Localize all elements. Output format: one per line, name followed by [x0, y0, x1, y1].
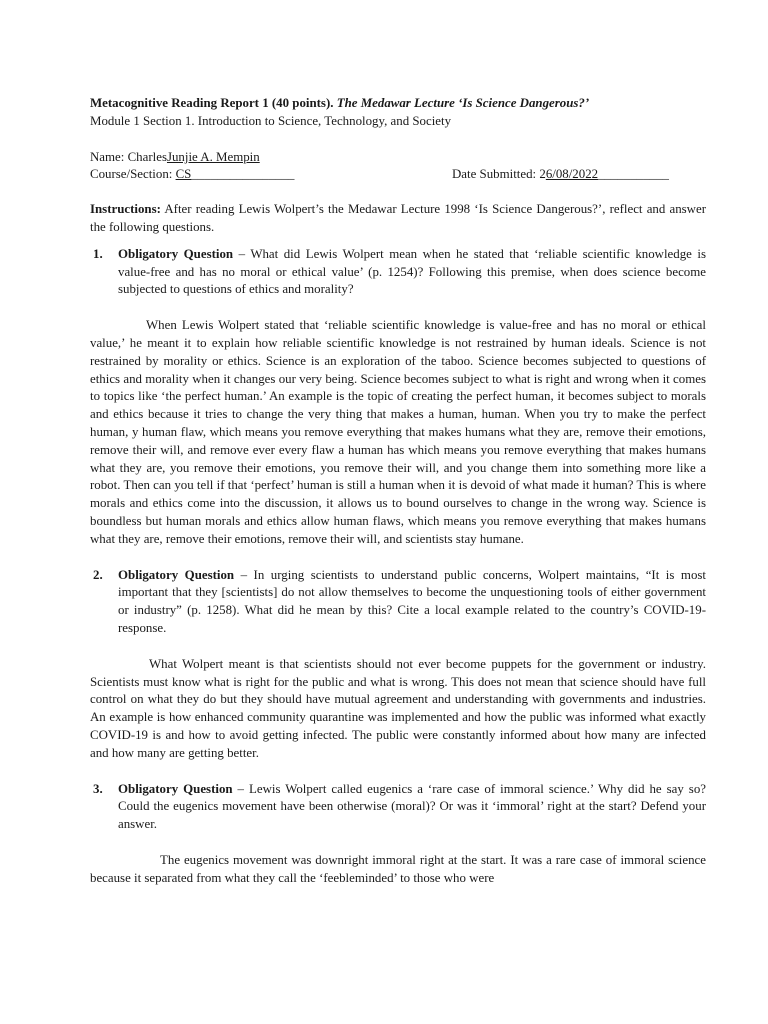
date-value: 6/08/2022	[545, 167, 599, 182]
name-line	[90, 149, 706, 167]
answer-3: The eugenics movement was downright immoral right at the start. It was a rare case of immoral science because it separated from what they call the ‘feebleminded’ to those who were	[90, 852, 706, 885]
question-3	[90, 781, 706, 834]
module-line: Module 1 Section 1. Introduction to Science, Technology, and Society	[90, 113, 452, 128]
question-2	[90, 567, 706, 638]
course-label: Course/Section:	[90, 167, 176, 182]
question-prompt: – What did Lewis Wolpert mean when he stated that ‘reliable scientific knowledge is value-free and has no moral or ethical value’ (p. 1254)? Following this premise, when does science become subjected to questions of ethics and morality?	[118, 246, 706, 297]
answer-1: When Lewis Wolpert stated that ‘reliable scientific knowledge is value-free and has no moral or ethical value,’ he meant it to explain how reliable scientific knowledge is not restrained by human ideals. Science is not restrained by morality or ethics. Science is an exploration of the taboo. Science becomes subjected to questions of ethics and morality when it changes our very being. Science becomes subject to what is right and wrong when it comes to topics like ‘the perfect human.’ An example is the topic of creating the perfect human, it becomes subject to morals and ethics because it tries to change the very thing that makes a human, human. When you try to make the perfect human, y human flaw, which means you remove everything that makes humans what they are, remove their emotions, remove their will, and remove ever every flaw a human has which means you remove everything that makes humans what they are, you remove their emotions, you remove their will, and you change them into something more like a robot. Then can you tell if that ‘perfect’ human is still a human when it is devoid of what made it human? This is where morals and ethics come into the discussion, it allows us to bound ourselves to change in the wrong way. Science is boundless but human morals and ethics allow human flaws, which means you remove everything that makes humans what they are, remove their emotions, remove their will, and scientists stay humane.	[90, 318, 706, 546]
report-title	[90, 95, 706, 113]
course-value: CS	[175, 167, 192, 182]
instructions	[90, 201, 706, 237]
report-title-bold: Metacognitive Reading Report 1 (40 points).	[90, 96, 334, 110]
date-label: Date Submitted: 2	[452, 167, 546, 182]
question-label: Obligatory Question	[118, 246, 234, 261]
report-title-italic: The Medawar Lecture ‘Is Science Dangerous?’	[336, 96, 590, 110]
instructions-label: Instructions:	[90, 202, 161, 217]
course-blank: ________________	[191, 167, 295, 182]
date-field	[452, 166, 669, 184]
date-blank: ___________	[598, 167, 669, 182]
course-field	[90, 166, 294, 184]
question-number: 2.	[93, 567, 103, 582]
instructions-text: After reading Lewis Wolpert’s the Medawar Lecture 1998 ‘Is Science Dangerous?’, reflect and answer the following questions.	[90, 202, 706, 234]
name-value: Junjie A. Mempin	[166, 149, 260, 164]
question-number: 3.	[93, 781, 103, 796]
question-label: Obligatory Question	[118, 781, 233, 796]
question-label: Obligatory Question	[118, 567, 235, 582]
question-number: 1.	[93, 246, 103, 261]
question-prompt: – In urging scientists to understand public concerns, Wolpert maintains, “It is most important that they [scientists] do not allow themselves to become the unquestioning tools of either government or industry” (p. 1258). What did he mean by this? Cite a local example related to the country’s COVID-19-response.	[118, 567, 706, 635]
question-1	[90, 246, 706, 299]
document-page	[90, 95, 706, 887]
answer-2: What Wolpert meant is that scientists should not ever become puppets for the government or industry. Scientists must know what is right for the public and what is wrong. This does not mean that science should have full control on what they do but they should have mutual agreement and understanding with governments and industries. An example is how enhanced community quarantine was implemented and how the public was informed what exactly COVID-19 is and how to avoid getting infected. The public were constantly informed about how many are infected and how many are getting better.	[90, 656, 706, 760]
course-date-line	[90, 166, 706, 184]
name-label: Name: Charles	[90, 149, 167, 164]
question-prompt: – Lewis Wolpert called eugenics a ‘rare case of immoral science.’ Why did he say so? Could the eugenics movement have been otherwise (moral)? Or was it ‘immoral’ right at the start? Defend your answer.	[118, 781, 706, 832]
